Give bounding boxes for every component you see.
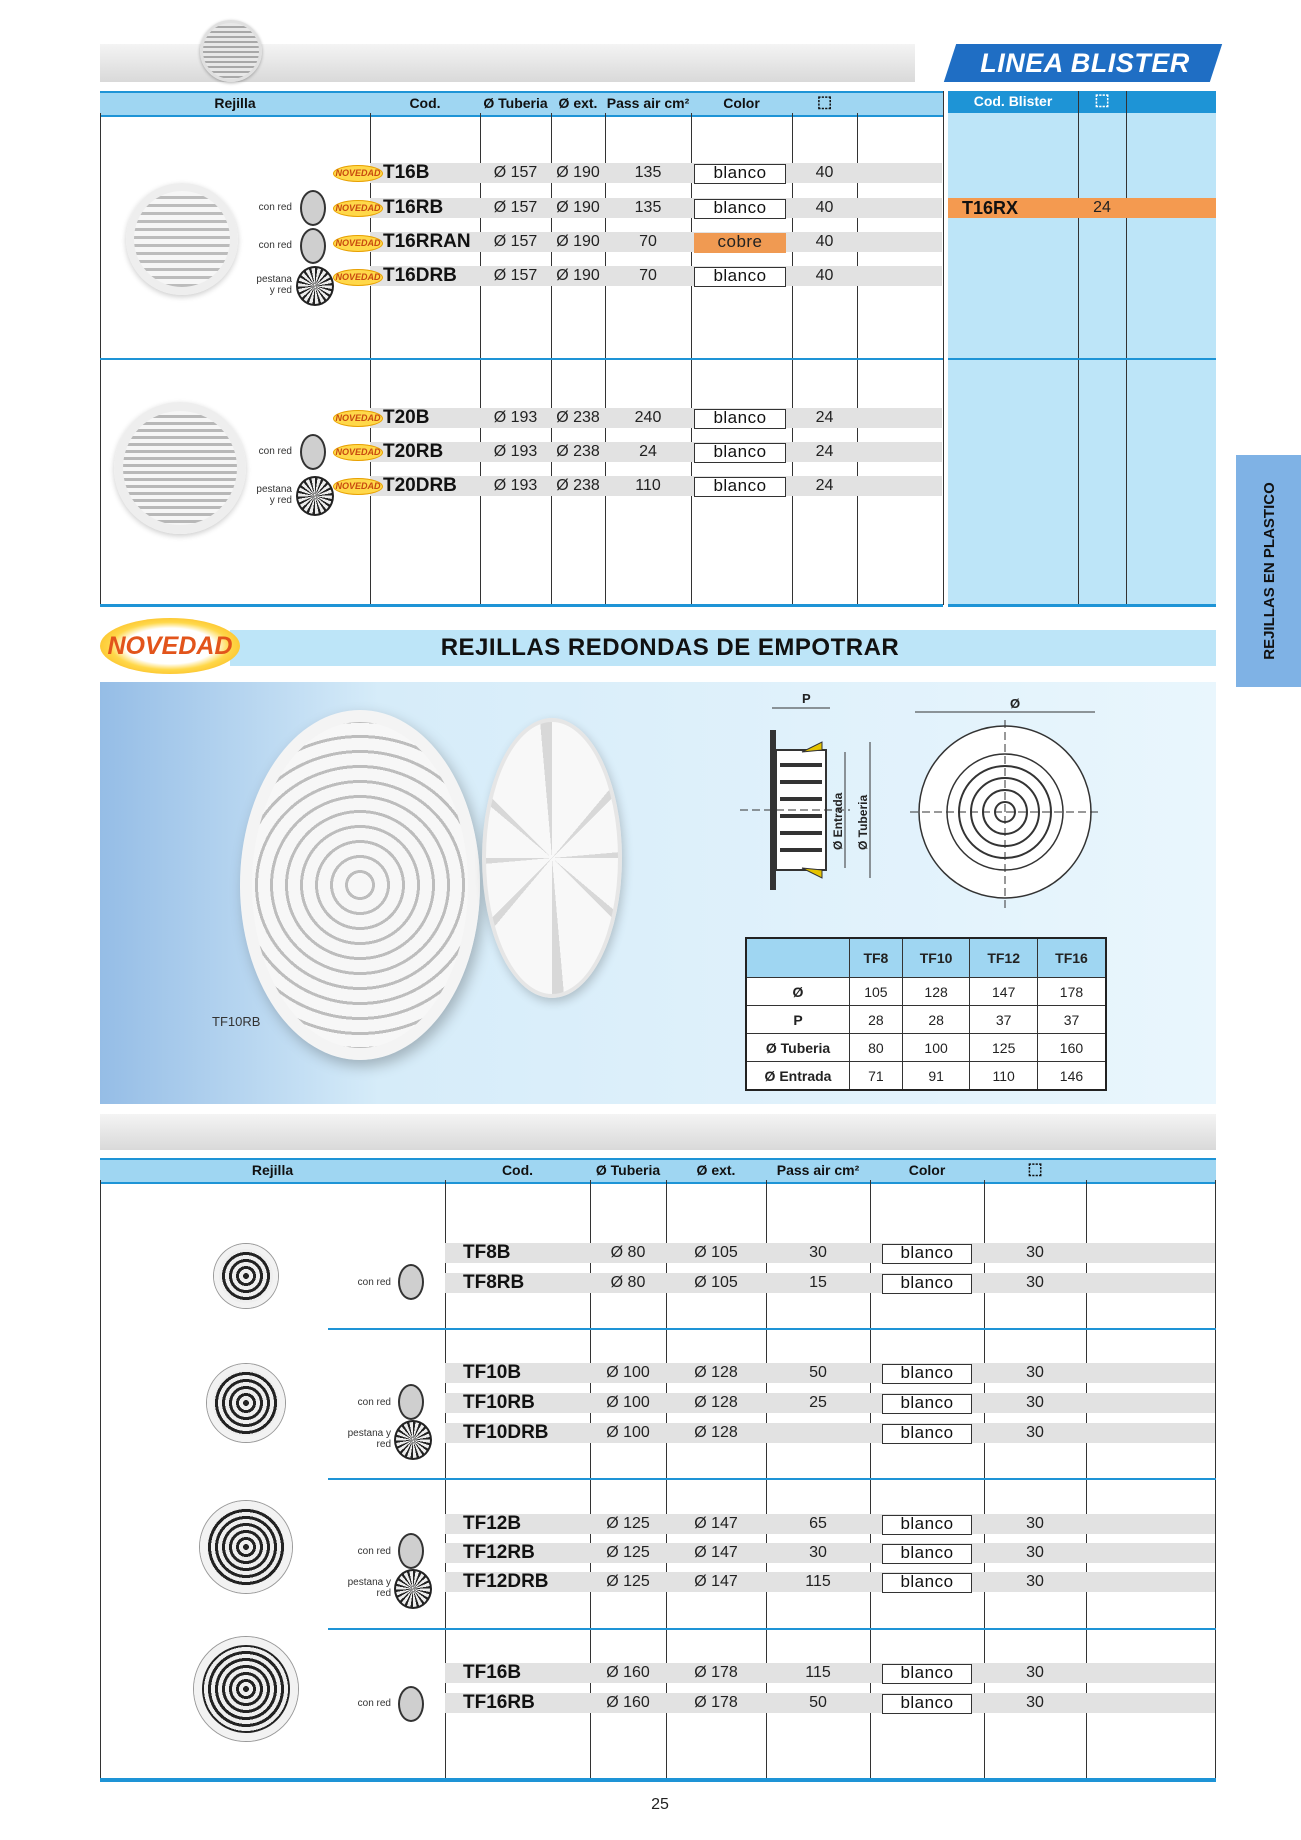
t2-vline-1 [445, 1180, 446, 1780]
t2-tuberia: Ø 100 [606, 1364, 650, 1381]
con-red-label: con red [357, 1277, 391, 1288]
t2-code: TF10RB [463, 1392, 535, 1413]
t2-vline-8 [1215, 1180, 1216, 1780]
pestana-label: pestana y red [256, 274, 292, 296]
spec-row [746, 1034, 1106, 1062]
t2-qty: 30 [1026, 1274, 1044, 1291]
blister-qty: 24 [1093, 199, 1111, 216]
novedad-badge: NOVEDAD [333, 200, 383, 217]
spec-value: 80 [850, 1034, 903, 1062]
t1-code: T20DRB [383, 475, 457, 496]
p-dim-label: P [802, 691, 811, 706]
t2-bottom-line [100, 1778, 1216, 1782]
t2-tuberia: Ø 100 [606, 1424, 650, 1441]
novedad-badge: NOVEDAD [333, 444, 383, 461]
t2-tuberia: Ø 100 [606, 1394, 650, 1411]
blister-header [948, 91, 1216, 113]
t2-qty: 30 [1026, 1694, 1044, 1711]
spec-value: 91 [902, 1062, 970, 1091]
product-photo-grille [240, 710, 480, 1060]
spec-value: 37 [1037, 1006, 1106, 1034]
t2-code: TF16B [463, 1662, 522, 1683]
t2-color: blanco [882, 1544, 972, 1564]
t2-pass-air: 30 [809, 1244, 827, 1261]
diam-dim-label: Ø [1010, 696, 1021, 711]
t2-pass-air: 15 [809, 1274, 827, 1291]
spec-value: 105 [850, 978, 903, 1006]
con-red-label: con red [357, 1546, 391, 1557]
t20-grille-image [114, 402, 246, 534]
t2-ext: Ø 105 [694, 1274, 738, 1291]
t1-color: cobre [694, 233, 786, 253]
spec-value: 28 [902, 1006, 970, 1034]
technical-drawing [740, 690, 1110, 920]
t2-qty: 30 [1026, 1364, 1044, 1381]
t1-tuberia: Ø 157 [493, 199, 538, 216]
t1-color: blanco [694, 199, 786, 219]
t2-pass-air: 50 [809, 1694, 827, 1711]
t2-color: blanco [882, 1244, 972, 1264]
t2-code: TF8RB [463, 1272, 525, 1293]
t1-qty: 40 [815, 267, 834, 284]
t1-tuberia: Ø 193 [493, 409, 538, 426]
t1-color: blanco [694, 164, 786, 184]
t2-code: TF16RB [463, 1692, 535, 1713]
t2-pass-air: 115 [805, 1664, 831, 1681]
blister-row-line [948, 358, 1216, 360]
t2-color: blanco [882, 1664, 972, 1684]
flange-net-icon [296, 476, 334, 516]
spec-value: 178 [1037, 978, 1106, 1006]
spec-table-header [746, 938, 1106, 978]
side-tab-label: REJILLAS EN PLASTICO [1261, 482, 1278, 660]
t2-ext: Ø 128 [694, 1364, 738, 1381]
t2-divider [328, 1628, 1216, 1630]
table1-col-ext: Ø ext. [558, 95, 598, 111]
t1-code: T20B [383, 407, 430, 428]
net-icon [300, 190, 326, 226]
t1-vline-8 [943, 91, 944, 605]
table2-header-bar [100, 1158, 1216, 1184]
photo-caption: TF10RB [212, 1014, 261, 1029]
t2-code: TF12RB [463, 1542, 535, 1563]
spec-col: TF12 [970, 938, 1038, 978]
top-header-grille-icon [200, 20, 262, 82]
t2-qty: 30 [1026, 1573, 1044, 1590]
flange-net-icon [394, 1420, 432, 1460]
t2-vline-3 [666, 1180, 667, 1780]
t2-vline-6 [984, 1180, 985, 1780]
t2-ext: Ø 147 [694, 1544, 738, 1561]
box-icon: ⬚ [1027, 1161, 1043, 1178]
t1-code: T16B [383, 162, 430, 183]
t2-ext: Ø 178 [694, 1694, 738, 1711]
t2-color: blanco [882, 1274, 972, 1294]
net-icon [398, 1384, 424, 1420]
net-icon [398, 1533, 424, 1569]
t2-ext: Ø 128 [694, 1424, 738, 1441]
spec-row-label: Ø Entrada [746, 1062, 850, 1091]
t1-code: T16DRB [383, 265, 457, 286]
t2-pass-air: 65 [809, 1515, 827, 1532]
t2-pass-air: 30 [809, 1544, 827, 1561]
table2-top-bar [100, 1114, 1216, 1150]
t1-color: blanco [694, 409, 786, 429]
t2-color: blanco [882, 1573, 972, 1593]
spec-col: TF10 [902, 938, 970, 978]
novedad-badge: NOVEDAD [333, 165, 383, 182]
t16-grille-image [126, 183, 238, 295]
t1-tuberia: Ø 193 [493, 477, 538, 494]
t1-pass-air: 70 [639, 267, 657, 284]
t2-color: blanco [882, 1424, 972, 1444]
blister-col-cod: Cod. Blister [973, 93, 1053, 109]
t2-divider [328, 1478, 1216, 1480]
product-photo-damper [482, 718, 622, 998]
t1-ext: Ø 190 [556, 199, 600, 216]
spec-row-label: P [746, 1006, 850, 1034]
t2-pass-air: 115 [805, 1573, 831, 1590]
pestana-label: pestana y red [347, 1428, 391, 1450]
spec-row [746, 1006, 1106, 1034]
novedad-logo-text: NOVEDAD [107, 632, 233, 660]
blister-box-icon: ⬚ [1094, 92, 1110, 109]
novedad-badge: NOVEDAD [333, 478, 383, 495]
table2-col-cod: Cod. [501, 1162, 534, 1178]
t2-vline-2 [590, 1180, 591, 1780]
spec-row-label: Ø [746, 978, 850, 1006]
t1-qty: 24 [815, 409, 834, 426]
t2-ext: Ø 128 [694, 1394, 738, 1411]
t2-qty: 30 [1026, 1515, 1044, 1532]
t2-code: TF10DRB [463, 1422, 549, 1443]
spec-value: 147 [970, 978, 1038, 1006]
t2-code: TF12DRB [463, 1571, 549, 1592]
con-red-label: con red [357, 1698, 391, 1709]
t2-color: blanco [882, 1364, 972, 1384]
table2-col-tuberia: Ø Tuberia [595, 1162, 661, 1178]
t1-tuberia: Ø 157 [493, 267, 538, 284]
t2-ext: Ø 147 [694, 1573, 738, 1590]
t2-tuberia: Ø 160 [606, 1694, 650, 1711]
spec-value: 110 [970, 1062, 1038, 1091]
t1-tuberia: Ø 157 [493, 233, 538, 250]
novedad-badge: NOVEDAD [333, 235, 383, 252]
t1-ext: Ø 190 [556, 164, 600, 181]
t1-code: T16RRAN [383, 231, 471, 252]
pestana-label: pestana y red [256, 484, 292, 506]
spec-value: 146 [1037, 1062, 1106, 1091]
blister-bottom-line [948, 604, 1216, 607]
t2-code: TF10B [463, 1362, 522, 1383]
t1-tuberia: Ø 193 [493, 443, 538, 460]
blister-panel [948, 91, 1216, 606]
t1-pass-air: 240 [634, 409, 662, 426]
t1-pass-air: 135 [634, 199, 662, 216]
novedad-badge: NOVEDAD [333, 410, 383, 427]
t1-qty: 40 [815, 233, 834, 250]
t2-code: TF12B [463, 1513, 522, 1534]
table1-col-color: Color [723, 95, 760, 111]
t2-color: blanco [882, 1694, 972, 1714]
spec-value: 125 [970, 1034, 1038, 1062]
spec-value: 160 [1037, 1034, 1106, 1062]
linea-blister-title: LINEA BLISTER [980, 48, 1190, 78]
spec-row [746, 978, 1106, 1006]
t1-ext: Ø 238 [556, 443, 600, 460]
spec-col: TF16 [1037, 938, 1106, 978]
t1-ext: Ø 190 [556, 267, 600, 284]
tf12-grille-image [200, 1501, 292, 1593]
net-icon [398, 1264, 424, 1300]
entrada-dim-label: Ø Entrada [831, 792, 845, 850]
blister-divider-1 [1078, 91, 1079, 606]
t2-pass-air: 25 [809, 1394, 827, 1411]
t2-qty: 30 [1026, 1394, 1044, 1411]
net-icon [300, 228, 326, 264]
t1-color: blanco [694, 267, 786, 287]
spec-value: 28 [850, 1006, 903, 1034]
t1-pass-air: 24 [639, 443, 657, 460]
t1-ext: Ø 238 [556, 477, 600, 494]
flange-net-icon [394, 1569, 432, 1609]
table2-col-ext: Ø ext. [696, 1162, 736, 1178]
t1-color: blanco [694, 443, 786, 463]
tf10-grille-image [207, 1364, 285, 1442]
spec-col: TF8 [850, 938, 903, 978]
t2-vline-4 [766, 1180, 767, 1780]
novedad-badge: NOVEDAD [333, 269, 383, 286]
con-red-label: con red [258, 446, 292, 457]
t1-code: T20RB [383, 441, 444, 462]
spec-value: 37 [970, 1006, 1038, 1034]
table2-col-rejilla: Rejilla [251, 1162, 294, 1178]
pestana-label: pestana y red [347, 1577, 391, 1599]
t2-color: blanco [882, 1515, 972, 1535]
page-number: 25 [651, 1796, 669, 1813]
t1-ext: Ø 190 [556, 233, 600, 250]
t1-pass-air: 135 [634, 164, 662, 181]
tf16-grille-image [194, 1637, 298, 1741]
t2-vline-7 [1086, 1180, 1087, 1780]
t2-tuberia: Ø 125 [606, 1515, 650, 1532]
net-icon [300, 434, 326, 470]
t2-qty: 30 [1026, 1664, 1044, 1681]
con-red-label: con red [357, 1397, 391, 1408]
tf8-grille-image [214, 1244, 278, 1308]
t2-pass-air [766, 1423, 870, 1443]
table1-col-rejilla: Rejilla [214, 95, 256, 111]
t1-qty: 24 [815, 477, 834, 494]
t1-pass-air: 110 [635, 477, 661, 494]
t1-color: blanco [694, 477, 786, 497]
t2-tuberia: Ø 80 [610, 1274, 646, 1291]
t2-vline-0 [100, 1180, 101, 1780]
t2-qty: 30 [1026, 1424, 1044, 1441]
table1-col-tuberia: Ø Tuberia [483, 95, 548, 111]
tuberia-dim-label: Ø Tuberia [856, 794, 870, 850]
section2-title: REJILLAS REDONDAS DE EMPOTRAR [440, 634, 900, 661]
table1-col-cod: Cod. [409, 95, 441, 111]
t2-pass-air: 50 [809, 1364, 827, 1381]
t1-tuberia: Ø 157 [493, 164, 538, 181]
blister-divider-2 [1126, 91, 1127, 606]
t2-tuberia: Ø 125 [606, 1573, 650, 1590]
spec-row-label: Ø Tuberia [746, 1034, 850, 1062]
t2-code: TF8B [463, 1242, 511, 1263]
table2-col-pass-air: Pass air cm² [776, 1162, 860, 1178]
t1-code: T16RB [383, 197, 444, 218]
flange-net-icon [296, 266, 334, 306]
t1-pass-air: 70 [639, 233, 657, 250]
spec-value: 71 [850, 1062, 903, 1091]
spec-value: 128 [902, 978, 970, 1006]
con-red-label: con red [258, 202, 292, 213]
t1-ext: Ø 238 [556, 409, 600, 426]
spec-row [746, 1062, 1106, 1091]
spec-corner [746, 938, 850, 978]
t1-bottom-line [100, 604, 943, 607]
t1-qty: 24 [815, 443, 834, 460]
t2-tuberia: Ø 80 [610, 1244, 646, 1261]
con-red-label: con red [258, 240, 292, 251]
box-icon: ⬚ [816, 94, 833, 111]
table2-col-color: Color [908, 1162, 946, 1178]
t2-color: blanco [882, 1394, 972, 1414]
t2-qty: 30 [1026, 1244, 1044, 1261]
t2-tuberia: Ø 125 [606, 1544, 650, 1561]
table1-header-bar [100, 91, 943, 117]
spec-table [745, 937, 1107, 1091]
blister-code: T16RX [962, 198, 1019, 218]
spec-value: 100 [902, 1034, 970, 1062]
t1-qty: 40 [815, 199, 834, 216]
side-clip [802, 742, 822, 752]
t1-qty: 40 [815, 164, 834, 181]
t2-ext: Ø 147 [694, 1515, 738, 1532]
table1-col-pass-air: Pass air cm² [606, 95, 690, 111]
t2-qty: 30 [1026, 1544, 1044, 1561]
t2-ext: Ø 178 [694, 1664, 738, 1681]
t2-tuberia: Ø 160 [606, 1664, 650, 1681]
t2-ext: Ø 105 [694, 1244, 738, 1261]
side-clip [802, 868, 822, 878]
t2-divider [328, 1328, 1216, 1330]
t1-group-divider [100, 358, 943, 360]
t2-vline-5 [870, 1180, 871, 1780]
net-icon [398, 1686, 424, 1722]
